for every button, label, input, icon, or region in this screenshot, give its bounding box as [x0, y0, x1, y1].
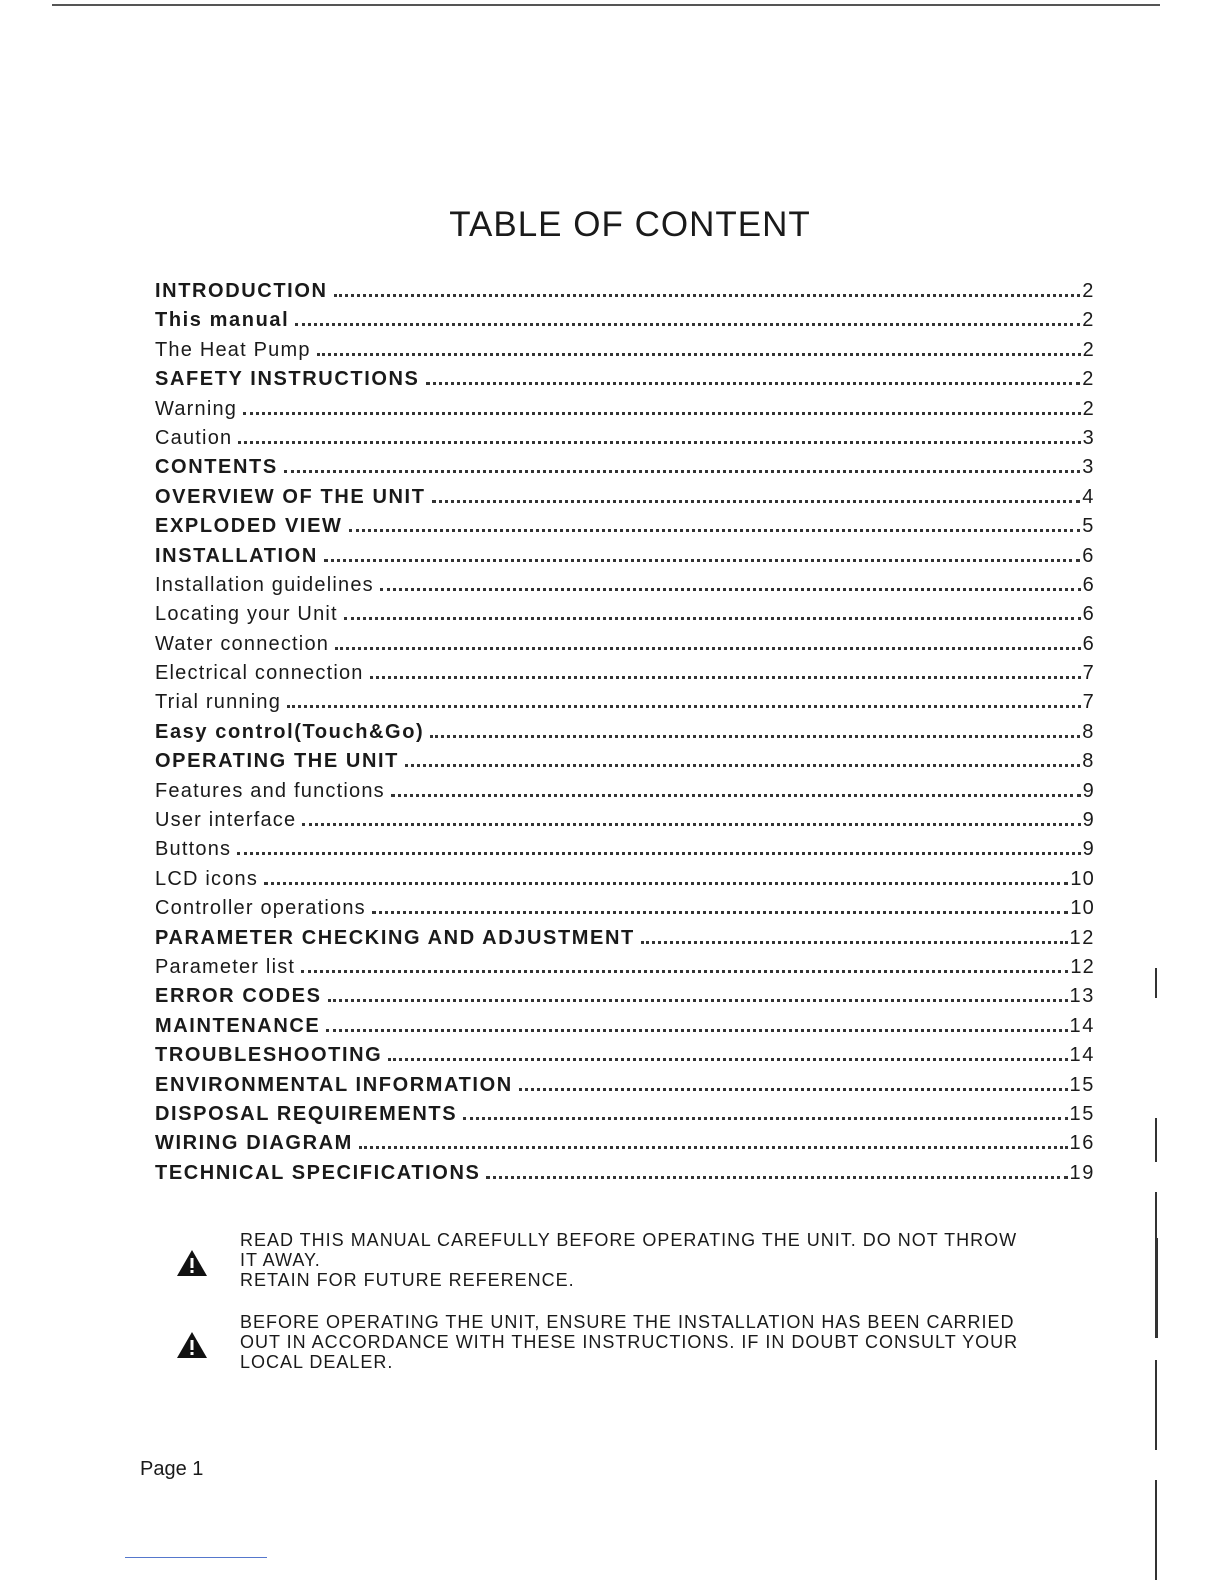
toc-entry-page: 9: [1082, 838, 1095, 861]
toc-entry-page: 19: [1069, 1161, 1095, 1184]
toc-entry-label: OPERATING THE UNIT: [155, 750, 399, 773]
toc-entry-page: 2: [1082, 397, 1095, 420]
toc-entry: [155, 515, 1095, 544]
toc-entry: [155, 456, 1095, 485]
toc-dot-leader: [335, 647, 1081, 650]
toc-dot-leader: [237, 852, 1080, 855]
toc-dot-leader: [317, 353, 1081, 356]
toc-entry-page: 12: [1069, 926, 1095, 949]
toc-dot-leader: [326, 1029, 1067, 1032]
toc-entry: [155, 721, 1095, 750]
notice-line: IT AWAY.: [240, 1250, 321, 1270]
toc-entry-label: OVERVIEW OF THE UNIT: [155, 485, 426, 508]
toc-entry-page: 12: [1070, 955, 1095, 978]
notice-line: BEFORE OPERATING THE UNIT, ENSURE THE INSTALLATION HAS BEEN CARRIED: [240, 1312, 1015, 1332]
toc-entry: [155, 574, 1095, 603]
toc-entry-label: User interface: [155, 809, 297, 832]
notice-text: [240, 1230, 1017, 1290]
toc-entry: [155, 750, 1095, 779]
toc-entry-page: 15: [1069, 1102, 1095, 1125]
toc-entry: [155, 985, 1095, 1014]
toc-entry: [155, 1162, 1095, 1191]
toc-dot-leader: [295, 323, 1080, 326]
toc-entry: [155, 1044, 1095, 1073]
toc-entry-label: Parameter list: [155, 955, 296, 978]
toc-entry-page: 7: [1082, 662, 1095, 685]
toc-dot-leader: [264, 882, 1068, 885]
toc-entry: [155, 398, 1095, 427]
toc-entry-label: TROUBLESHOOTING: [155, 1044, 383, 1067]
toc-dot-leader: [349, 529, 1081, 532]
scan-margin-mark: [1155, 1238, 1158, 1338]
toc-entry-label: WIRING DIAGRAM: [155, 1132, 353, 1155]
toc-dot-leader: [519, 1088, 1068, 1091]
toc-entry: [155, 780, 1095, 809]
toc-entry-label: ERROR CODES: [155, 985, 322, 1008]
toc-entry: [155, 339, 1095, 368]
toc-entry-page: 16: [1069, 1132, 1095, 1155]
toc-entry-label: CONTENTS: [155, 456, 278, 479]
notice-read-manual: [175, 1230, 1085, 1290]
toc-entry-page: 9: [1082, 809, 1095, 832]
warning-triangle-icon: [175, 1248, 209, 1278]
toc-entry: [155, 1074, 1095, 1103]
toc-entry-label: Electrical connection: [155, 662, 364, 685]
toc-dot-leader: [302, 823, 1080, 826]
toc-dot-leader: [287, 705, 1081, 708]
toc-entry-page: 8: [1082, 720, 1095, 743]
toc-entry: [155, 280, 1095, 309]
toc-dot-leader: [391, 794, 1081, 797]
scan-margin-mark: [1155, 1480, 1157, 1580]
toc-dot-leader: [430, 735, 1080, 738]
toc-dot-leader: [388, 1058, 1067, 1061]
notice-line: RETAIN FOR FUTURE REFERENCE.: [240, 1270, 575, 1290]
notice-line: LOCAL DEALER.: [240, 1352, 394, 1372]
toc-entry: [155, 897, 1095, 926]
scan-margin-mark: [1155, 1118, 1157, 1162]
toc-dot-leader: [238, 441, 1080, 444]
toc-dot-leader: [284, 470, 1080, 473]
toc-entry: [155, 603, 1095, 632]
toc-entry-page: 14: [1069, 1014, 1095, 1037]
toc-entry: [155, 868, 1095, 897]
toc-entry: [155, 662, 1095, 691]
toc-entry-page: 5: [1082, 515, 1095, 538]
toc-entry-label: Caution: [155, 426, 233, 449]
toc-entry-page: 10: [1070, 897, 1095, 920]
toc-entry-page: 2: [1082, 338, 1095, 361]
top-rule: [52, 4, 1160, 6]
toc-dot-leader: [301, 970, 1068, 973]
toc-entry-label: EXPLODED VIEW: [155, 515, 343, 538]
toc-entry-label: Warning: [155, 397, 238, 420]
scan-margin-mark: [1155, 1360, 1157, 1450]
toc-entry-label: Controller operations: [155, 897, 366, 920]
toc-entry: [155, 927, 1095, 956]
toc-entry-label: Water connection: [155, 632, 330, 655]
toc-entry-page: 2: [1082, 309, 1095, 332]
page-title: TABLE OF CONTENT: [449, 205, 811, 244]
toc-entry: [155, 1132, 1095, 1161]
notice-line: OUT IN ACCORDANCE WITH THESE INSTRUCTIONS. IF IN DOUBT CONSULT YOUR: [240, 1332, 1019, 1352]
scan-margin-mark: [1155, 968, 1157, 998]
bottom-rule: [125, 1557, 267, 1558]
toc-entry: [155, 691, 1095, 720]
toc-entry-page: 6: [1082, 632, 1095, 655]
page-number: Page 1: [140, 1458, 204, 1480]
toc-entry: [155, 838, 1095, 867]
notice-text: [240, 1312, 1018, 1372]
toc-dot-leader: [432, 500, 1081, 503]
toc-entry-page: 3: [1082, 456, 1095, 479]
toc-dot-leader: [328, 999, 1068, 1002]
toc-entry-label: TECHNICAL SPECIFICATIONS: [155, 1161, 481, 1184]
toc-entry-page: 2: [1082, 368, 1095, 391]
scan-margin-mark: [1155, 1192, 1157, 1242]
toc-entry-label: ENVIRONMENTAL INFORMATION: [155, 1073, 513, 1096]
toc-entry: [155, 309, 1095, 338]
toc-entry: [155, 809, 1095, 838]
toc-entry: [155, 1015, 1095, 1044]
table-of-contents: [155, 280, 1095, 1191]
toc-dot-leader: [344, 617, 1081, 620]
toc-entry-label: The Heat Pump: [155, 338, 311, 361]
toc-entry-label: INTRODUCTION: [155, 280, 328, 302]
toc-dot-leader: [324, 559, 1080, 562]
toc-dot-leader: [463, 1117, 1067, 1120]
toc-entry: [155, 427, 1095, 456]
toc-entry-page: 9: [1082, 779, 1095, 802]
toc-entry-page: 6: [1082, 573, 1095, 596]
toc-entry-label: Trial running: [155, 691, 282, 714]
toc-dot-leader: [372, 911, 1068, 914]
toc-entry: [155, 633, 1095, 662]
toc-entry-label: LCD icons: [155, 867, 259, 890]
toc-entry-label: DISPOSAL REQUIREMENTS: [155, 1102, 458, 1125]
toc-entry-label: MAINTENANCE: [155, 1014, 321, 1037]
toc-entry-page: 13: [1069, 985, 1095, 1008]
toc-dot-leader: [641, 941, 1068, 944]
toc-entry-label: Locating your Unit: [155, 603, 338, 626]
toc-entry-page: 7: [1082, 691, 1095, 714]
toc-entry-label: Features and functions: [155, 779, 385, 802]
toc-entry: [155, 368, 1095, 397]
toc-entry: [155, 956, 1095, 985]
toc-entry-page: 10: [1070, 867, 1095, 890]
toc-dot-leader: [426, 382, 1081, 385]
toc-entry-page: 8: [1082, 750, 1095, 773]
toc-dot-leader: [380, 588, 1081, 591]
notice-line: READ THIS MANUAL CAREFULLY BEFORE OPERATING THE UNIT. DO NOT THROW: [240, 1230, 1018, 1250]
toc-entry-label: PARAMETER CHECKING AND ADJUSTMENT: [155, 926, 635, 949]
toc-entry-page: 14: [1069, 1044, 1095, 1067]
toc-entry: [155, 545, 1095, 574]
toc-dot-leader: [334, 294, 1081, 297]
toc-dot-leader: [370, 676, 1081, 679]
toc-entry: [155, 486, 1095, 515]
toc-entry-label: INSTALLATION: [155, 544, 318, 567]
toc-entry-label: Easy control(Touch&Go): [155, 720, 425, 743]
toc-entry: [155, 1103, 1095, 1132]
toc-dot-leader: [405, 764, 1080, 767]
toc-entry-label: Installation guidelines: [155, 573, 374, 596]
toc-dot-leader: [359, 1146, 1068, 1149]
toc-entry-page: 15: [1069, 1073, 1095, 1096]
warning-triangle-icon: [175, 1330, 209, 1360]
toc-entry-label: Buttons: [155, 838, 232, 861]
toc-entry-page: 3: [1082, 426, 1095, 449]
toc-dot-leader: [486, 1176, 1067, 1179]
toc-entry-page: 6: [1082, 544, 1095, 567]
toc-entry-page: 2: [1082, 280, 1095, 302]
toc-entry-page: 4: [1082, 485, 1095, 508]
toc-entry-label: This manual: [155, 309, 290, 332]
toc-entry-page: 6: [1082, 603, 1095, 626]
toc-entry-label: SAFETY INSTRUCTIONS: [155, 368, 420, 391]
toc-dot-leader: [243, 412, 1081, 415]
notice-installation: [175, 1312, 1085, 1372]
